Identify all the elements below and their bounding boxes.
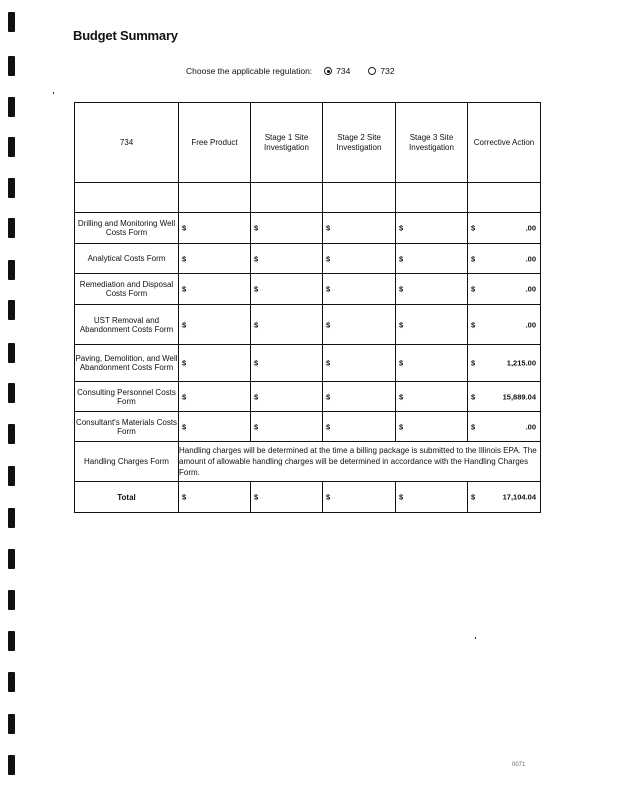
currency-symbol: $ <box>254 358 259 368</box>
cost-field[interactable] <box>179 274 251 305</box>
total-field[interactable] <box>323 482 396 513</box>
cost-field[interactable] <box>468 244 541 274</box>
binder-hole <box>8 755 15 775</box>
cost-field[interactable] <box>468 412 541 442</box>
currency-symbol: $ <box>471 358 476 368</box>
cost-field[interactable] <box>251 213 323 244</box>
total-row <box>75 482 541 513</box>
currency-symbol: $ <box>399 358 404 368</box>
corrective-action-amount: .00 <box>525 223 536 233</box>
cost-field[interactable] <box>396 274 468 305</box>
column-header: Stage 3 Site Investigation <box>396 103 468 183</box>
cost-field[interactable] <box>396 382 468 412</box>
row-label: Remediation and Disposal Costs Form <box>75 274 179 305</box>
binder-hole <box>8 672 15 692</box>
cost-field[interactable] <box>396 213 468 244</box>
currency-symbol: $ <box>182 320 187 329</box>
binder-hole <box>8 12 15 32</box>
currency-symbol: $ <box>399 284 404 294</box>
currency-symbol: $ <box>254 320 259 329</box>
cost-field[interactable] <box>251 345 323 382</box>
binder-hole <box>8 383 15 403</box>
total-label: Total <box>75 482 179 513</box>
row-label: Consultant's Materials Costs Form <box>75 412 179 442</box>
scan-speck <box>475 637 476 639</box>
binder-holes <box>8 0 16 800</box>
regulation-selector <box>186 66 409 76</box>
cost-field[interactable] <box>179 305 251 345</box>
total-field[interactable] <box>468 482 541 513</box>
currency-symbol: $ <box>326 358 331 368</box>
corrective-action-amount: .00 <box>525 320 536 329</box>
page-title: Budget Summary <box>73 28 178 43</box>
total-amount: 17,104.04 <box>502 492 536 502</box>
binder-hole <box>8 631 15 651</box>
currency-symbol: $ <box>254 392 259 401</box>
currency-symbol: $ <box>254 254 259 263</box>
page-number: 0071 <box>512 762 526 768</box>
corrective-action-amount: 15,889.04 <box>502 392 536 401</box>
binder-hole <box>8 137 15 157</box>
regulation-734-radio[interactable] <box>324 67 332 75</box>
table-row <box>75 305 541 345</box>
currency-symbol: $ <box>326 254 331 263</box>
binder-hole <box>8 508 15 528</box>
currency-symbol: $ <box>182 358 187 368</box>
binder-hole <box>8 590 15 610</box>
cost-field[interactable] <box>323 305 396 345</box>
total-field[interactable] <box>396 482 468 513</box>
cost-field[interactable] <box>251 382 323 412</box>
binder-hole <box>8 343 15 363</box>
cost-field[interactable] <box>468 274 541 305</box>
corrective-action-amount: .00 <box>525 422 536 431</box>
binder-hole <box>8 56 15 76</box>
currency-symbol: $ <box>182 422 187 431</box>
currency-symbol: $ <box>326 392 331 401</box>
cost-field[interactable] <box>179 412 251 442</box>
row-label: Analytical Costs Form <box>75 244 179 274</box>
table-header-row <box>75 103 541 183</box>
row-label: UST Removal and Abandonment Costs Form <box>75 305 179 345</box>
binder-hole <box>8 178 15 198</box>
blank-row <box>75 183 541 213</box>
currency-symbol: $ <box>471 492 476 502</box>
cost-field[interactable] <box>323 345 396 382</box>
currency-symbol: $ <box>254 223 259 233</box>
column-header: Corrective Action <box>468 103 541 183</box>
regulation-number: 734 <box>75 103 179 183</box>
regulation-732-radio[interactable] <box>368 67 376 75</box>
currency-symbol: $ <box>471 223 476 233</box>
cost-field[interactable] <box>468 213 541 244</box>
regulation-prompt: Choose the applicable regulation: <box>186 66 313 76</box>
binder-hole <box>8 260 15 280</box>
corrective-action-amount: 1,215.00 <box>506 358 536 368</box>
cost-field[interactable] <box>323 382 396 412</box>
currency-symbol: $ <box>399 254 404 263</box>
cost-field[interactable] <box>251 244 323 274</box>
regulation-option-label: 734 <box>336 66 351 76</box>
currency-symbol: $ <box>182 254 187 263</box>
currency-symbol: $ <box>182 492 187 502</box>
cost-field[interactable] <box>323 213 396 244</box>
cost-field[interactable] <box>323 412 396 442</box>
currency-symbol: $ <box>182 392 187 401</box>
corrective-action-amount: .00 <box>525 254 536 263</box>
binder-hole <box>8 424 15 444</box>
cost-field[interactable] <box>323 244 396 274</box>
table-row <box>75 244 541 274</box>
binder-hole <box>8 97 15 117</box>
cost-field[interactable] <box>251 412 323 442</box>
currency-symbol: $ <box>326 492 331 502</box>
corrective-action-amount: .00 <box>525 284 536 294</box>
currency-symbol: $ <box>326 320 331 329</box>
cost-field[interactable] <box>251 274 323 305</box>
row-label: Handling Charges Form <box>75 442 179 482</box>
table-row <box>75 274 541 305</box>
currency-symbol: $ <box>471 320 476 329</box>
currency-symbol: $ <box>399 223 404 233</box>
cost-field[interactable] <box>468 382 541 412</box>
binder-hole <box>8 300 15 320</box>
total-field[interactable] <box>251 482 323 513</box>
cost-field[interactable] <box>396 345 468 382</box>
cost-field[interactable] <box>179 345 251 382</box>
column-header: Stage 2 Site Investigation <box>323 103 396 183</box>
binder-hole <box>8 466 15 486</box>
currency-symbol: $ <box>399 392 404 401</box>
currency-symbol: $ <box>399 492 404 502</box>
row-label: Drilling and Monitoring Well Costs Form <box>75 213 179 244</box>
currency-symbol: $ <box>399 320 404 329</box>
table-row <box>75 213 541 244</box>
currency-symbol: $ <box>182 284 187 294</box>
row-label: Paving, Demolition, and Well Abandonment Costs Form <box>75 345 179 382</box>
currency-symbol: $ <box>471 392 476 401</box>
currency-symbol: $ <box>254 284 259 294</box>
column-header: Free Product <box>179 103 251 183</box>
binder-hole <box>8 218 15 238</box>
column-header: Stage 1 Site Investigation <box>251 103 323 183</box>
table-row <box>75 345 541 382</box>
cost-field[interactable] <box>468 345 541 382</box>
binder-hole <box>8 714 15 734</box>
currency-symbol: $ <box>399 422 404 431</box>
currency-symbol: $ <box>326 422 331 431</box>
scan-speck <box>53 92 54 94</box>
handling-charges-row <box>75 442 541 482</box>
cost-field[interactable] <box>396 412 468 442</box>
cost-field[interactable] <box>323 274 396 305</box>
budget-table <box>74 102 541 513</box>
cost-field[interactable] <box>179 244 251 274</box>
currency-symbol: $ <box>471 254 476 263</box>
table-row <box>75 382 541 412</box>
currency-symbol: $ <box>471 284 476 294</box>
currency-symbol: $ <box>471 422 476 431</box>
currency-symbol: $ <box>326 284 331 294</box>
currency-symbol: $ <box>254 422 259 431</box>
currency-symbol: $ <box>326 223 331 233</box>
row-label: Consulting Personnel Costs Form <box>75 382 179 412</box>
cost-field[interactable] <box>179 382 251 412</box>
cost-field[interactable] <box>251 305 323 345</box>
cost-field[interactable] <box>396 244 468 274</box>
currency-symbol: $ <box>254 492 259 502</box>
total-field[interactable] <box>179 482 251 513</box>
currency-symbol: $ <box>182 223 187 233</box>
cost-field[interactable] <box>179 213 251 244</box>
regulation-option-label: 732 <box>380 66 395 76</box>
handling-charges-note: Handling charges will be determined at the time a billing package is submitted to the Illinois EPA. The amount of allowable handling charges will be determined in accordance with the Handling Charges Form. <box>179 442 541 482</box>
table-row <box>75 412 541 442</box>
cost-field[interactable] <box>468 305 541 345</box>
binder-hole <box>8 549 15 569</box>
cost-field[interactable] <box>396 305 468 345</box>
